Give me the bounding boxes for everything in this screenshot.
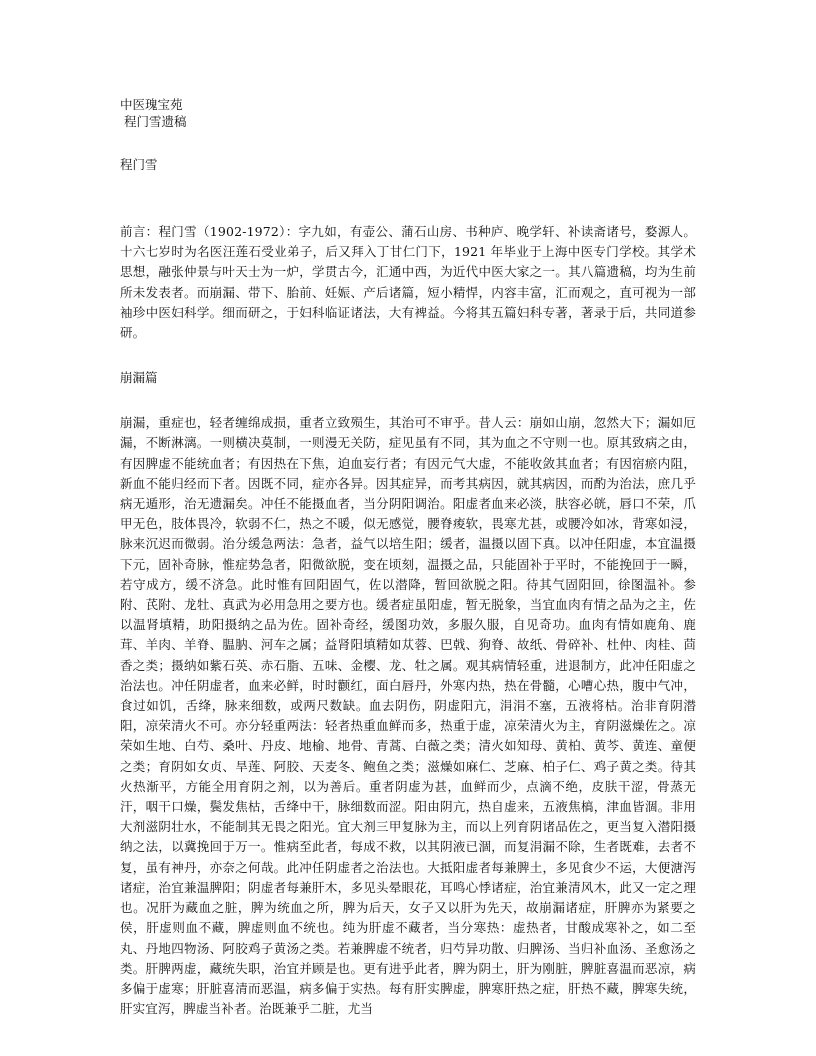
section-body-paragraph: 崩漏，重症也，轻者缠绵成损，重者立致殒生，其治可不审乎。昔人云：崩如山崩，忽然大下；漏如厄漏，不断淋漓。一则横决莫制，一则漫无关防，症见虽有不同，其为血之不守则一也。原其致病之由，有因脾虚不能统血者；有因热在下焦，迫血妄行者；有因元气大虚，不能收敛其血者；有因宿瘀内阻，新血不能归经而下者。因既不同，症亦各异。因其症异，而考其病因，就其病因，而酌为治法，庶几乎病无遁形，治无遗漏矣。冲任不能摄血者，当分阴阳调治。阳虚者血来必淡，肤容必㿠，唇口不荣，爪甲无色，肢体畏冷，软弱不仁，热之不暖，似无感觉，腰脊痠软，畏寒尤甚，或腰冷如冰，背寒如浸，脉来沉迟而微弱。治分缓急两法：急者，益气以培生阳；缓者，温摄以固下真。以冲任阳虚，本宜温摄下元，固补奇脉，惟症势急者，阳微欲脱，变在顷刻，温摄之品，只能固补于平时，不能挽回于一瞬，若守成方，缓不济急。此时惟有回阳固气，佐以潜降，暂回欲脱之阳。待其气固阳回，徐图温补。参附、芪附、龙牡、真武为必用急用之要方也。缓者症虽阳虚，暂无脱象，当宜血肉有情之品为之主，佐以温肾填精，助阳摄纳之品为佐。固补奇经，缓图功效，多服久服，自见奇功。血肉有情如鹿角、鹿茸、羊肉、羊脊、腽肭、河车之属；益肾阳填精如苁蓉、巴戟、狗脊、故纸、骨碎补、杜仲、肉桂、茴香之类；摄纳如紫石英、赤石脂、五味、金樱、龙、牡之属。观其病情轻重，进退制方，此冲任阳虚之治法也。冲任阴虚者，血来必鲜，时时颧红，面白唇丹，外寒内热，热在骨髓，心嘈心热，腹中气冲，食过如饥，舌绛，脉来细数，或两尺数缺。血去阴伤，阴虚阳亢，涓涓不塞，五液将枯。治非育阴潜阳，凉荣清火不可。亦分轻重两法：轻者热重血鲜而多，热重于虚，凉荣清火为主，育阴滋燥佐之。凉荣如生地、白芍、桑叶、丹皮、地榆、地骨、青蒿、白薇之类；清火如知母、黄柏、黄芩、黄连、童便之类；育阴如女贞、旱莲、阿胶、天麦冬、鲍鱼之类；滋燥如麻仁、芝麻、柏子仁、鸡子黄之类。待其火热渐平，方能全用育阴之剂，以为善后。重者阴虚为甚，血鲜而少，点滴不绝，皮肤干涩，骨蒸无汗，咽干口燥，鬓发焦枯，舌绛中干，脉细数而涩。阳由阴亢，热自虚来，五液焦槁，津血皆涸。非用大剂滋阴壮水，不能制其无畏之阳光。宜大剂三甲复脉为主，而以上列育阴诸品佐之，更当复入潜阳摄纳之法，以冀挽回于万一。惟病至此者，每成不救，以其阴液已涸，而复涓漏不除，生者既难，去者不复，虽有神丹，亦奈之何哉。此冲任阴虚者之治法也。大抵阳虚者每兼脾土，多见食少不运，大便溏泻诸症，治宜兼温脾阳；阴虚者每兼肝木，多见头晕眼花，耳鸣心悸诸症，治宜兼清风木，此又一定之理也。况肝为藏血之脏，脾为统血之所，脾为后天，女子又以肝为先天，故崩漏诸症，肝脾亦为紧要之侯，肝虚则血不藏，脾虚则血不统也。纯为肝虚不藏者，当分寒热：虚热者，甘酸成寒补之，如二至丸、丹地四物汤、阿胶鸡子黄汤之类。若兼脾虚不统者，归芍异功散、归脾汤、当归补血汤、圣愈汤之类。肝脾两虚，藏统失职，治宜并顾是也。更有进乎此者，脾为阴土，肝为刚脏，脾脏喜温而恶凉，病多偏于虚寒；肝脏喜清而恶温，病多偏于实热。每有肝实脾虚，脾寒肝热之症，肝热不藏，脾寒失统，肝实宜泻，脾虚当补者。治既兼乎二脏，尤当 bbox=[120, 415, 696, 1017]
preface-paragraph: 前言：程门雪（1902-1972）：字九如，有壶公、蒲石山房、书种庐、晚学轩、补读斋诸号，婺源人。十六七岁时为名医汪莲石受业弟子，后又拜入丁甘仁门下，1921 年毕业于上海中医专门学校。其学术思想，融张仲景与叶天士为一炉，学贯古今，汇通中西，为近代中医大家之一。其八篇遗稿，均为生前所未发表者。而崩漏、带下、胎前、妊娠、产后诸篇，短小精悍，内容丰富，汇而观之，直可视为一部袖珍中医妇科学。细而研之，于妇科临证诸法，大有裨益。今将其五篇妇科专著，著录于后，共同道参研。 bbox=[120, 224, 696, 341]
author-name: 程门雪 bbox=[120, 157, 158, 172]
section-title: 崩漏篇 bbox=[120, 370, 158, 386]
work-title: 程门雪遗稿 bbox=[120, 114, 187, 129]
collection-title: 中医瑰宝苑 bbox=[120, 97, 183, 112]
document-page bbox=[120, 96, 696, 1019]
